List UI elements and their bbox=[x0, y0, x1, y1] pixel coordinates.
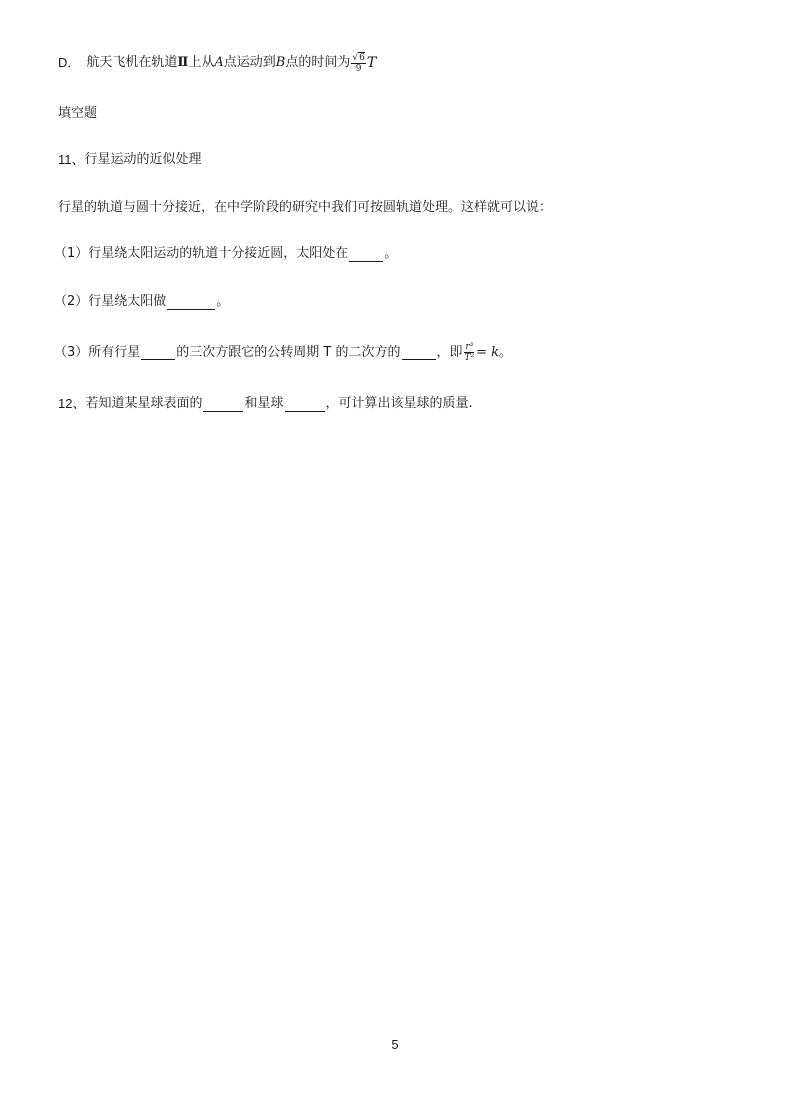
section-title: 填空题 bbox=[58, 106, 98, 121]
time-fraction: $\frac{√6}{9}$ bbox=[352, 53, 365, 74]
q11-item1-prefix: （1）行星绕太阳运动的轨道十分接近圆，太阳处在 bbox=[54, 246, 349, 261]
q12-blank-1[interactable] bbox=[203, 397, 243, 412]
q11-item1-blank[interactable] bbox=[349, 247, 383, 262]
q11-number: 11、 bbox=[58, 152, 85, 167]
kepler-numerator: r³ bbox=[465, 342, 474, 352]
q11-heading bbox=[58, 150, 202, 170]
point-b: B bbox=[275, 55, 286, 70]
q11-item3-after: ，即 bbox=[436, 344, 463, 360]
q12-prefix: 若知道某星球表面的 bbox=[85, 396, 203, 411]
period-t: T bbox=[366, 55, 377, 71]
q12-suffix: ，可计算出该星球的质量. bbox=[325, 396, 473, 411]
option-d-text-4: 点的时间为 bbox=[285, 55, 351, 70]
kepler-equals-k: = k bbox=[476, 344, 500, 360]
option-d-text-1: 航天飞机在轨道 bbox=[86, 55, 178, 70]
fraction-denominator: 9 bbox=[355, 64, 362, 74]
option-d-text-3: 点运动到 bbox=[223, 55, 276, 70]
page-number: 5 bbox=[391, 1037, 399, 1052]
q11-item3-blank-1[interactable] bbox=[141, 345, 175, 360]
q11-item2-prefix: （2）行星绕太阳做 bbox=[54, 294, 167, 309]
q11-item3-end: 。 bbox=[499, 344, 513, 360]
q11-item1-suffix: 。 bbox=[384, 246, 398, 261]
q11-item3-mid: 的三次方跟它的公转周期 T 的二次方的 bbox=[176, 344, 401, 360]
q11-item3-blank-2[interactable] bbox=[402, 345, 436, 360]
option-d-text-2: 上从 bbox=[188, 55, 215, 70]
q11-item-2 bbox=[54, 292, 230, 312]
q11-item3-prefix: （3）所有行星 bbox=[54, 344, 141, 360]
q11-item2-suffix: 。 bbox=[216, 294, 230, 309]
q11-intro: 行星的轨道与圆十分接近，在中学阶段的研究中我们可按圆轨道处理。这样就可以说： bbox=[58, 200, 553, 215]
sqrt-radicand: 6 bbox=[359, 53, 365, 63]
point-a: A bbox=[214, 55, 224, 70]
q11-item-3 bbox=[54, 342, 513, 363]
option-d bbox=[58, 52, 376, 74]
kepler-denominator: T² bbox=[464, 353, 475, 363]
q12 bbox=[58, 394, 473, 414]
option-d-label: D． bbox=[58, 55, 81, 70]
q11-item-1 bbox=[54, 244, 398, 264]
q12-mid: 和星球 bbox=[244, 396, 284, 411]
orbit-numeral: Ⅱ bbox=[177, 55, 189, 70]
kepler-fraction bbox=[464, 342, 476, 363]
q12-number: 12、 bbox=[58, 396, 86, 411]
q12-blank-2[interactable] bbox=[285, 397, 325, 412]
q11-item2-blank[interactable] bbox=[167, 295, 215, 310]
q11-title: 行星运动的近似处理 bbox=[84, 152, 202, 167]
